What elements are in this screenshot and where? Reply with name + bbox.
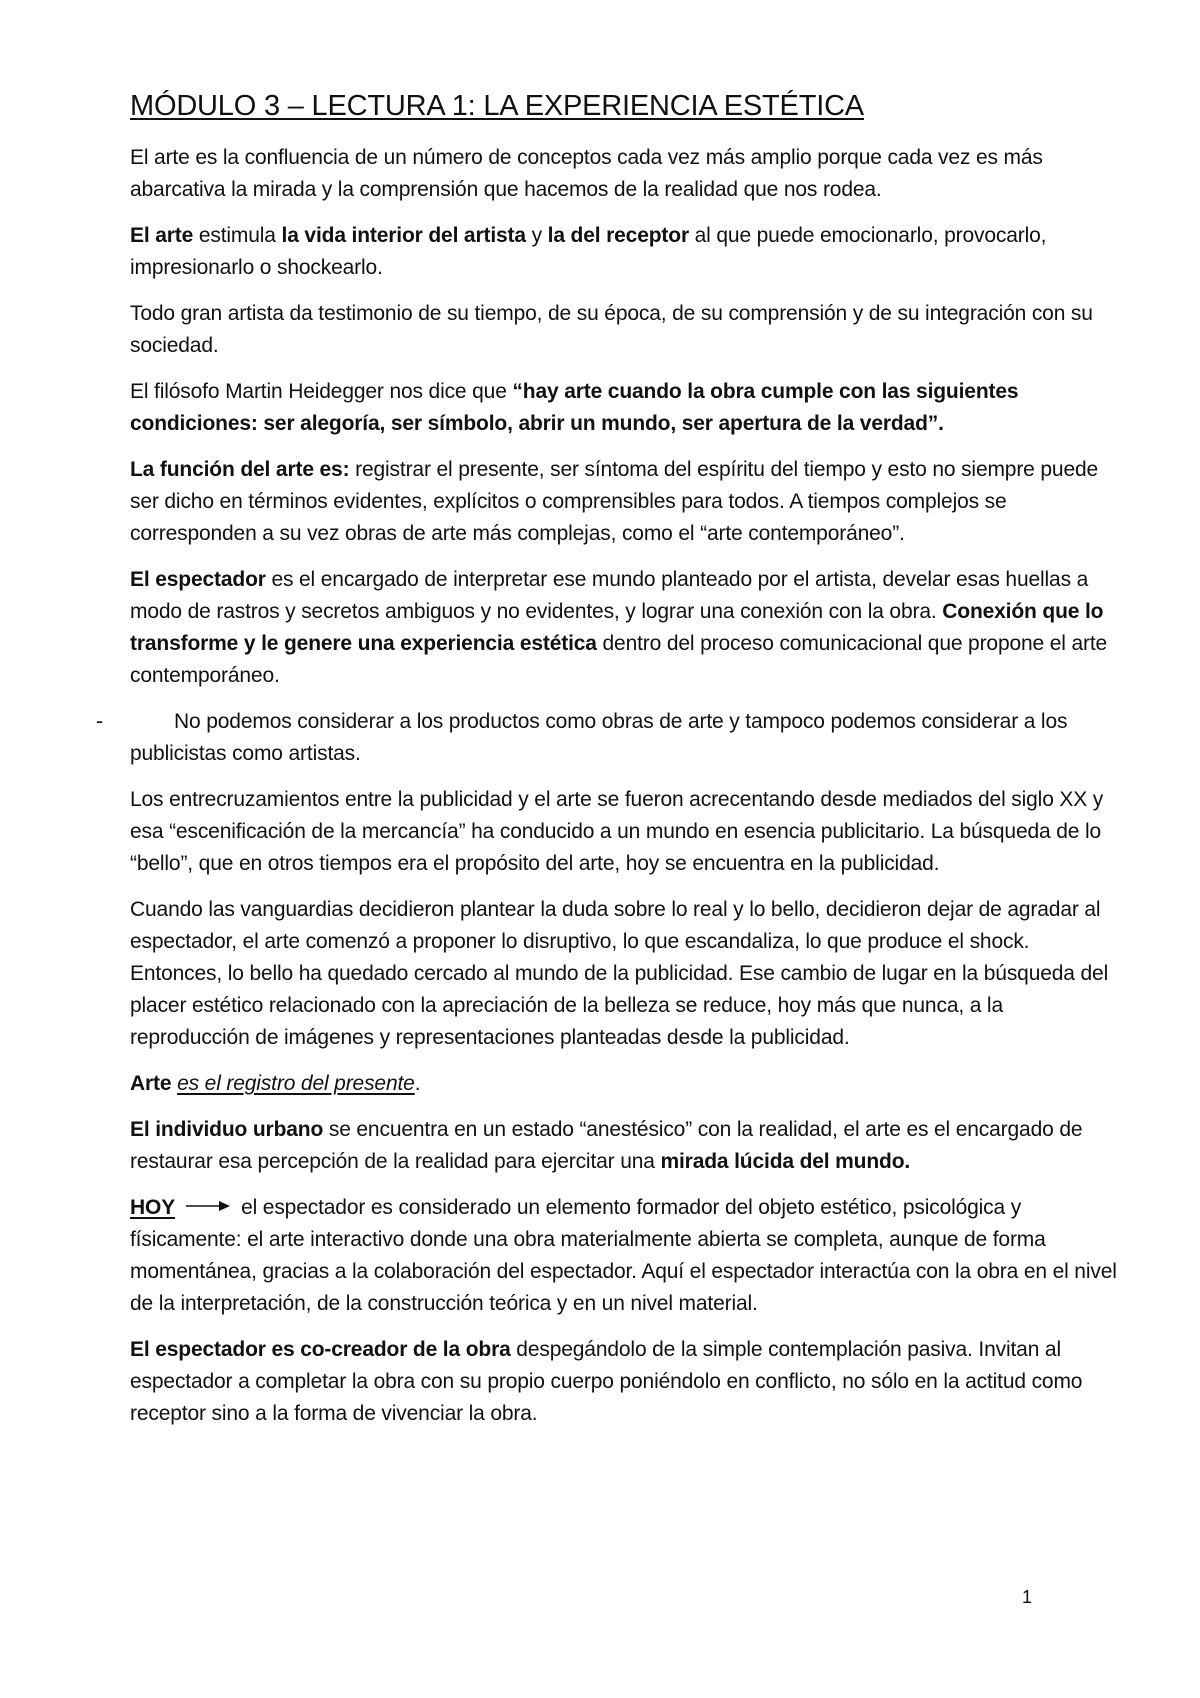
paragraph-inner-life — [130, 220, 1120, 284]
bold-phrase: Conexión que lo transforme y le genere una experiencia estética — [130, 600, 1104, 655]
paragraph-text: No podemos considerar a los productos como obras de arte y tampoco podemos considerar a los publicistas como artistas. — [130, 710, 1068, 765]
paragraph-text: El arte es la confluencia de un número de conceptos cada vez más amplio porque cada vez es más abarcativa la mirada y la comprensión que hacemos de la realidad que nos rodea. — [130, 146, 1043, 201]
paragraph-text: registrar el presente, ser síntoma del espíritu del tiempo y esto no siempre puede ser dicho en términos evidentes, explícitos o comprensibles para todos. A tiempos complejos se corresponden a su vez obras de arte más complejas, como el “arte contemporáneo”. — [130, 458, 1099, 545]
paragraph-text: dentro del proceso comunicacional que propone el arte contemporáneo. — [130, 632, 1108, 687]
paragraph-art-confluence — [130, 142, 1120, 206]
paragraph-text: El filósofo Martin Heidegger nos dice que — [130, 380, 513, 403]
bold-phrase: la del receptor — [547, 224, 689, 247]
paragraph-avant-garde — [130, 894, 1120, 1054]
today-label: HOY — [130, 1196, 176, 1219]
paragraph-text: despegándolo de la simple contemplación pasiva. Invitan al espectador a completar la obra con su propio cuerpo poniéndolo en conflicto, no sólo en la actitud como receptor sino a la forma de vivenciar la obra. — [130, 1338, 1083, 1425]
paragraph-text: Todo gran artista da testimonio de su tiempo, de su época, de su comprensión y de su integración con su sociedad. — [130, 302, 1093, 357]
paragraph-text: . — [414, 1072, 421, 1095]
paragraph-heidegger — [130, 376, 1120, 440]
paragraph-text: es el encargado de interpretar ese mundo planteado por el artista, develar esas huellas a modo de rastros y secretos ambiguos y no evidentes, y lograr una conexión con la obra. — [130, 568, 1089, 623]
paragraph-today-spectator — [130, 1192, 1120, 1320]
bold-phrase: El espectador — [130, 568, 266, 591]
italic-underlined-phrase: es el registro del presente — [177, 1072, 415, 1095]
bold-phrase: El individuo urbano — [130, 1118, 324, 1141]
page-title: MÓDULO 3 – LECTURA 1: LA EXPERIENCIA ESTÉTICA — [130, 90, 864, 122]
paragraph-text: al que puede emocionarlo, provocarlo, impresionarlo o shockearlo. — [130, 224, 1047, 279]
paragraph-text: estimula — [193, 224, 282, 247]
list-dash-marker: - — [96, 710, 103, 733]
right-arrow-icon — [183, 1198, 233, 1214]
paragraph-text: Los entrecruzamientos entre la publicidad y el arte se fueron acrecentando desde mediados del siglo XX y esa “escenificación de la mercancía” ha conducido a un mundo en esencia publicitario. La búsqueda de lo “bello”, que en otros tiempos era el propósito del arte, hoy se encuentra en la publicidad. — [130, 788, 1104, 875]
paragraph-co-creator — [130, 1334, 1120, 1430]
paragraph-artist-testimony — [130, 298, 1120, 362]
paragraph-text: el espectador es considerado un elemento formador del objeto estético, psicológica y físicamente: el arte interactivo donde una obra materialmente abierta se completa, aunque de forma momentánea, gracias a la colaboración del espectador. Aquí el espectador interactúa con la obra en el nivel de la interpretación, de la construcción teórica y en un nivel material. — [130, 1196, 1117, 1315]
bold-phrase: La función del arte es: — [130, 458, 350, 481]
paragraph-advertising-art — [130, 784, 1120, 880]
paragraph-urban-individual — [130, 1114, 1120, 1178]
bold-phrase: El arte — [130, 224, 194, 247]
paragraph-art-registry — [130, 1068, 1120, 1100]
paragraph-spectator-role — [130, 564, 1120, 692]
paragraph-art-function — [130, 454, 1120, 550]
bold-quote: “hay arte cuando la obra cumple con las siguientes condiciones: ser alegoría, ser símbolo, abrir un mundo, ser apertura de la verdad”. — [130, 380, 1019, 435]
bold-phrase: la vida interior del artista — [281, 224, 526, 247]
bold-phrase: mirada lúcida del mundo. — [660, 1150, 911, 1173]
paragraph-text: y — [525, 224, 548, 247]
paragraph-text: Cuando las vanguardias decidieron plantear la duda sobre lo real y lo bello, decidieron dejar de agradar al espectador, el arte comenzó a proponer lo disruptivo, lo que escandaliza, lo que produce el shock. Entonces, lo bello ha quedado cercado al mundo de la publicidad. Ese cambio de lugar en la búsqueda del placer estético relacionado con la apreciación de la belleza se reduce, hoy más que nunca, a la reproducción de imágenes y representaciones planteadas desde la publicidad. — [130, 898, 1109, 1049]
bold-phrase: Arte — [130, 1072, 172, 1095]
paragraph-products-not-art — [96, 706, 1120, 770]
bold-phrase: El espectador es co-creador de la obra — [130, 1338, 511, 1361]
document-content — [96, 88, 1120, 1444]
page-number: 1 — [1022, 1587, 1033, 1607]
paragraph-text: se encuentra en un estado “anestésico” con la realidad, el arte es el encargado de restaurar esa percepción de la realidad para ejercitar una — [130, 1118, 1083, 1173]
